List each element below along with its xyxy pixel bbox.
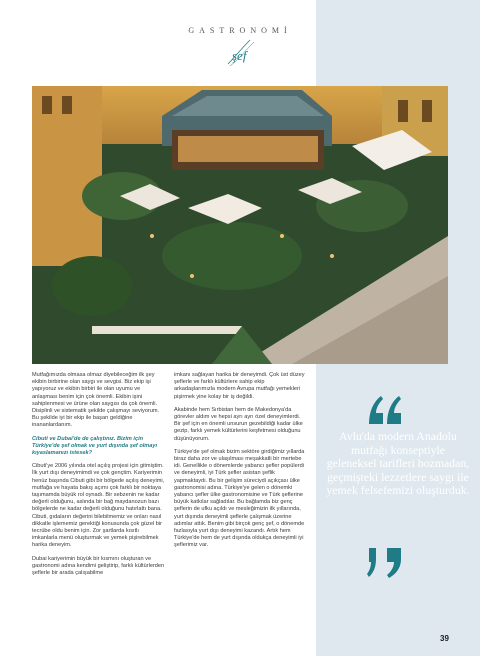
courtyard-photo bbox=[32, 86, 448, 364]
article-paragraph: Türkiye'de şef olmak bizim sektöre girdiğimiz yıllarda biraz daha zor ve ulaşılması meşakkatli bir mertebe idi. Genellikle o dönemlerde yabancı şefler popülerdi ve deneyimli, iyi Türk şefler asistan şeflik yapmaktaydı. Bu bir gelişim süreciydi açıkçası ülke gastronomisi adına. Türkiye'ye gelen o dönemki yabancı şefler ülke gastronomisine ve Türk şeflerine büyük katkılar sağladılar. Bu bağlamda biz genç şeflerin de ufku açıldı ve mesleğimizin ilk yıllarında, yurt dışında deneyimli şeflerle çalışmak üzerine adımlar attık. Benim gibi birçok genç şef, o dönemde fazlasıyla yurt dışı deneyimi kazandı. Artık hem Türkiye'de hem de yurt dışında oldukça deneyimli iyi şeflerimiz var. bbox=[174, 448, 305, 549]
article-paragraph: Dubai kariyerimin büyük bir kısmını oluşturan ve gastronomi adına kendimi geliştirip, farklı kültürlerden şeflerle bir arada çalışabilme bbox=[32, 555, 165, 577]
page-header bbox=[0, 0, 480, 80]
sef-logo-text: şef bbox=[232, 48, 247, 63]
sef-logo-icon bbox=[220, 36, 260, 70]
article-paragraph: Cibuti'ye 2006 yılında otel açılış projesi için gitmiştim. İlk yurt dışı deneyimimdi ve çok gençtim. Kariyerimin henüz başında Cibuti gibi bir bölgede açılış deneyimi, mutfağa ve hayata bakış açımı çok farklı bir noktaya taşımamda büyük rol oynadı. Bir sebzenin ne kadar değerli olduğunu, aslında bir bağ maydanozun bazı bölgelerde ne kadar değerli olduğunu hatırlattı bana. Cibuti, gıdaların değerini bilebilmemiz ve onları nasıl dikkatle işlememiz gerektiği konusunda çok güzel bir tecrübe oldu benim için. Zor şartlarda kısıtlı imkanlarla menü oluşturmak ve yemek pişirebilmek harika deneyim. bbox=[32, 463, 165, 549]
aerial-hotel-courtyard-photo-icon bbox=[32, 86, 448, 364]
article-column-1 bbox=[32, 372, 165, 583]
article-paragraph: Mutfağımızda olmasa olmaz diyebileceğim ilk şey ekibin birbirine olan saygı ve sevgisi. Biz ekip işi yapıyoruz ve ekibin birbiri ile olan uyumu ve anlaşması benim için çok önemli. Ekibin işini sahiplenmesi ve ürüne olan saygısı da çok önemli. Disiplinli ve sistematik şekilde çalışmayı seviyorum. Bu şekilde iyi bir ekip ile başarı geldiğine inananlardanım. bbox=[32, 372, 160, 429]
quote-close-icon bbox=[365, 546, 405, 580]
article-column-2 bbox=[174, 372, 307, 556]
article-paragraph: Akabinde hem Sırbistan hem de Makedonya'da görevler aldım ve hepsi ayrı ayrı özel deneyimlerdi. Bir şef için en önemli unsurun gezebildiği kadar ülke gezip, farklı yemek kültürlerini keşfetmesi olduğunu düşünüyorum. bbox=[174, 406, 303, 442]
quote-open-icon bbox=[365, 392, 405, 426]
section-label: GASTRONOMİ bbox=[188, 26, 292, 35]
page-number: 39 bbox=[440, 634, 449, 643]
pull-quote: Avlu'da modern Anadolu mutfağı konseptiyle geleneksel tarifleri bozmadan, geçmişteki lezzetlere saygı ile yemek felsefemizi oluşturduk. bbox=[326, 429, 470, 498]
article-paragraph: imkanı sağlayan harika bir deneyimdi. Çok üst düzey şeflerle ve farklı kültürlere sahip ekip arkadaşlarımızla modern Avrupa mutfağı yemekleri pişirmek yine kolay bir iş değildi. bbox=[174, 372, 305, 400]
interview-question: Cibuti ve Dubai'de de çalıştınız. Bizim için Türkiye'de şef olmak ve yurt dışında şef olmayı kıyaslamanızı istesek? bbox=[32, 435, 158, 457]
